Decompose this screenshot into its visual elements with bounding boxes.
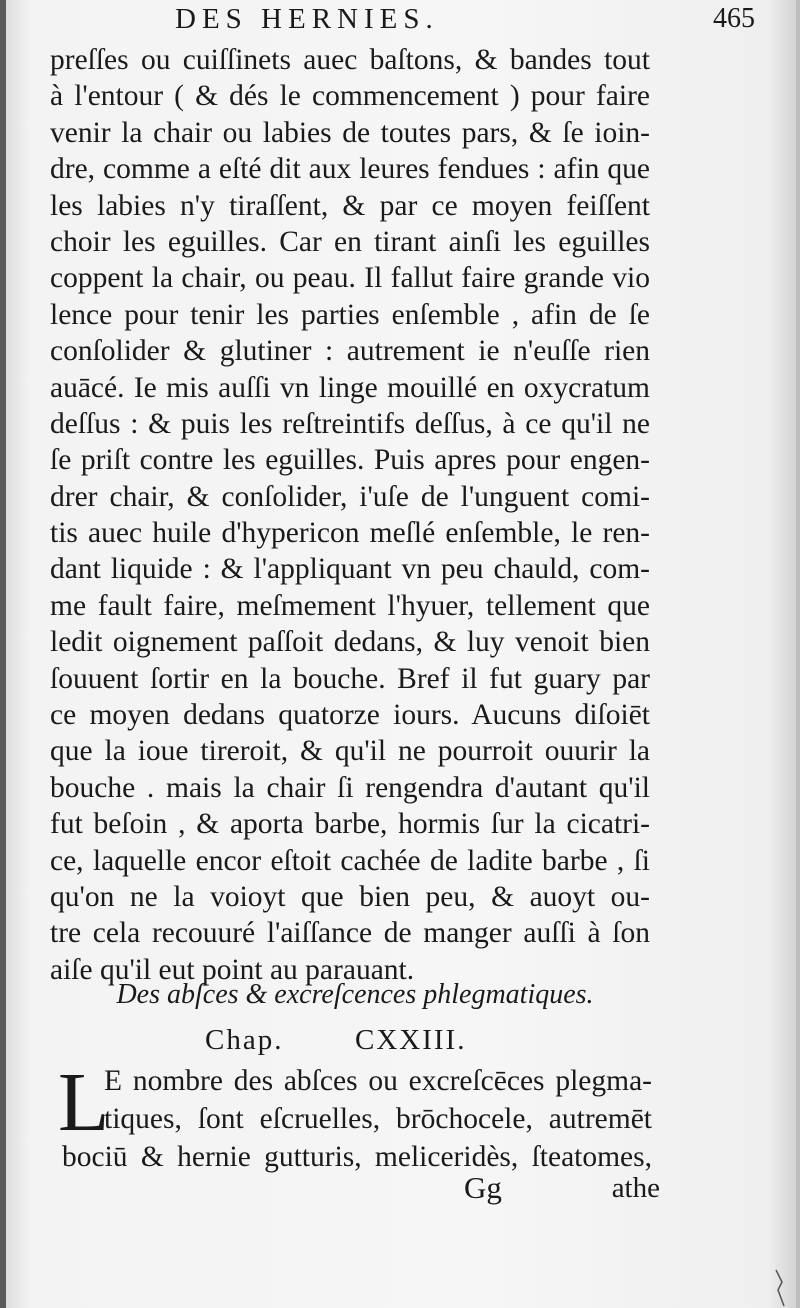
text-line: deſſus : & puis les reſtreintifs deſſus, à ce qu'il ne (50, 407, 650, 440)
text-line: ſe priſt contre les eguilles. Puis apres pour engen- (50, 444, 650, 477)
text-line: à l'entour ( & dés le commencement ) pour faire (50, 80, 650, 113)
text-line: bociū & hernie gutturis, meliceridès, ſteatomes, (62, 1141, 652, 1173)
chapter-heading (205, 1022, 505, 1058)
text-line: bouche . mais la chair ſi rengendra d'autant qu'il (50, 771, 650, 804)
text-line: E nombre des abſces ou excreſcēces plegma- (104, 1065, 652, 1097)
text-line: aiſe qu'il eut point au parauant. (50, 953, 415, 986)
text-line: ce, laquelle encor eſtoit cachée de ladite barbe , ſi (50, 844, 650, 877)
text-line: tre cela recouuré l'aiſſance de manger auſſi à ſon (50, 917, 650, 950)
text-line: lence pour tenir les parties enſemble , afin de ſe (50, 298, 650, 331)
text-line: tiques, ſont eſcruelles, brōchocele, autremēt (104, 1103, 652, 1135)
page-number: 465 (713, 3, 755, 34)
text-line: choir les eguilles. Car en tirant ainſi les eguilles (50, 225, 650, 258)
text-line: les labies n'y tiraſſent, & par ce moyen feiſſent (50, 189, 650, 222)
running-title: DES HERNIES. (175, 3, 439, 35)
running-head (175, 2, 755, 36)
page-gutter-shadow (0, 0, 6, 1308)
catchword: athe (611, 1172, 660, 1204)
text-line: drer chair, & conſolider, i'uſe de l'unguent comi- (50, 480, 650, 513)
chapter-number: CXXIII. (355, 1024, 467, 1056)
text-line: dant liquide : & l'appliquant vn peu chauld, com- (50, 553, 650, 586)
chapter-label: Chap. (205, 1024, 284, 1056)
text-line: dre, comme a eſté dit aux leures fendues : afin que (50, 153, 650, 186)
text-line: auācé. Ie mis auſſi vn linge mouillé en oxycratum (50, 371, 650, 404)
text-line: qu'on ne la voioyt que bien peu, & auoyt ou- (50, 880, 650, 913)
text-line: ſouuent ſortir en la bouche. Bref il fut guary par (50, 662, 650, 695)
text-line: preſſes ou cuiſſinets auec baſtons, & bandes tout (50, 44, 650, 76)
chapter-title: Des abſces & excreſcences phlegmatiques. (116, 979, 594, 1010)
text-line: ledit oignement paſſoit dedans, & luy venoit bien (50, 626, 650, 659)
text-line: venir la chair ou labies de toutes pars, & ſe ioin- (50, 116, 650, 149)
body-text (50, 42, 650, 988)
text-line: que la ioue tireroit, & qu'il ne pourroit ouurir la (50, 735, 650, 768)
text-line: coppent la chair, ou peau. Il fallut faire grande vio (50, 262, 650, 295)
section-text (62, 1062, 652, 1176)
footer (460, 1170, 660, 1206)
text-line: ce moyen dedans quatorze iours. Aucuns diſoiēt (50, 699, 650, 732)
page-scratch-mark (772, 1268, 790, 1308)
text-line: tis auec huile d'hypericon meſlé enſemble, le ren- (50, 517, 650, 550)
text-line: conſolider & glutiner : autrement ie n'euſſe rien (50, 335, 650, 368)
text-line: me fault faire, meſmement l'hyuer, tellement que (50, 589, 650, 622)
text-line: fut beſoin , & aporta barbe, hormis ſur la cicatri- (50, 808, 650, 841)
drop-cap: L (58, 1056, 110, 1149)
page-edge (796, 0, 800, 1308)
signature-mark: Gg (464, 1170, 502, 1205)
